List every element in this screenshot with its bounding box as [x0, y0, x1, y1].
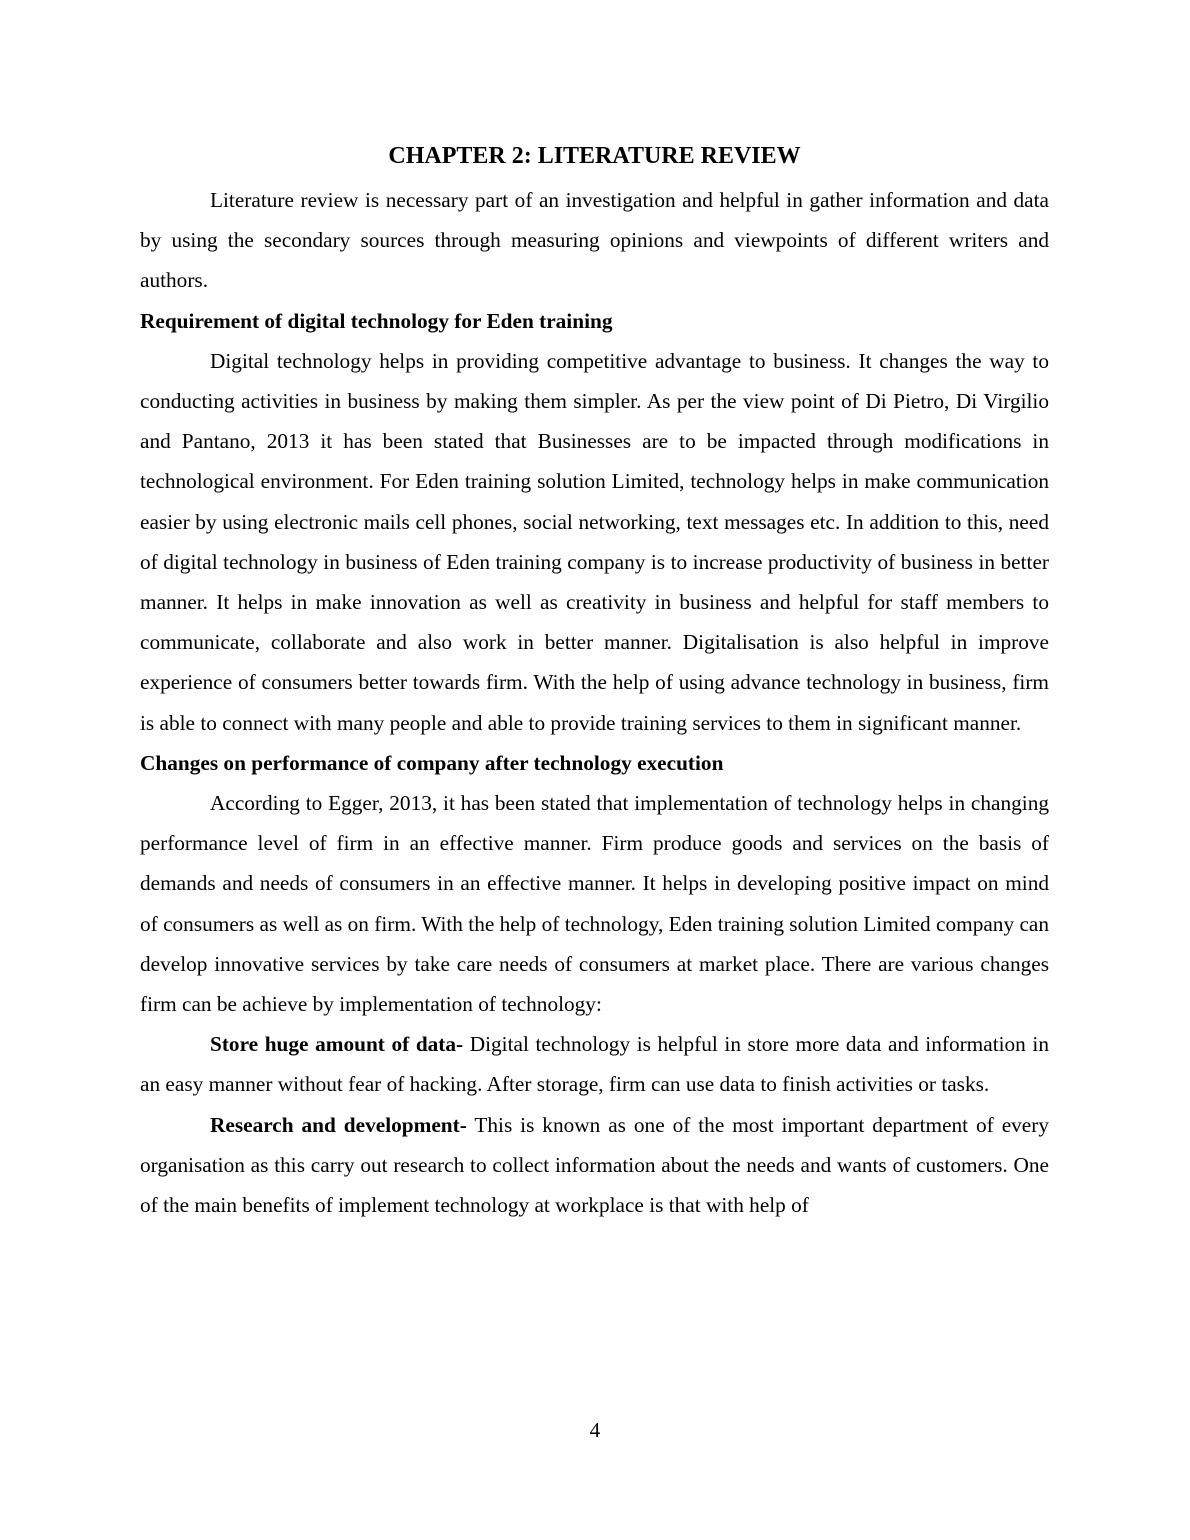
point-text: Digital technology is helpful in store more data and information in an easy manner without fear of hacking. After storage, firm can use data to finish activities or tasks. — [140, 1032, 1049, 1097]
section-paragraph-performance-changes: According to Egger, 2013, it has been stated that implementation of technology helps in changing performance level of firm in an effective manner. Firm produce goods and services on the basis of demands and needs of consumers in an effective manner. It helps in developing positive impact on mind of consumers as well as on firm. With the help of technology, Eden training solution Limited company can develop innovative services by take care needs of consumers at market place. There are various changes firm can be achieve by implementation of technology: — [140, 791, 1049, 1017]
page-content — [140, 136, 1049, 1225]
point-research-development — [140, 1105, 1049, 1226]
point-text: This is known as one of the most important department of every organisation as this carry out research to collect information about the needs and wants of customers. One of the main benefits of implement technology at workplace is that with help of — [140, 1112, 1049, 1218]
section-heading-digital-technology: Requirement of digital technology for Eden training — [140, 308, 613, 333]
chapter-title: CHAPTER 2: LITERATURE REVIEW — [388, 143, 801, 169]
page-number: 4 — [589, 1418, 601, 1442]
intro-paragraph: Literature review is necessary part of an investigation and helpful in gather information and data by using the secondary sources through measuring opinions and viewpoints of different writers and authors. — [140, 188, 1049, 293]
point-store-data — [140, 1024, 1049, 1104]
section-paragraph-digital-technology: Digital technology helps in providing competitive advantage to business. It changes the way to conducting activities in business by making them simpler. As per the view point of Di Pietro, Di Virgilio and Pantano, 2013 it has been stated that Businesses are to be impacted through modifications in technological environment. For Eden training solution Limited, technology helps in make communication easier by using electronic mails cell phones, social networking, text messages etc. In addition to this, need of digital technology in business of Eden training company is to increase productivity of business in better manner. It helps in make innovation as well as creativity in business and helpful for staff members to communicate, collaborate and also work in better manner. Digitalisation is also helpful in improve experience of consumers better towards firm. With the help of using advance technology in business, firm is able to connect with many people and able to provide training services to them in significant manner. — [140, 348, 1049, 735]
point-term: Research and development- — [210, 1112, 467, 1137]
section-heading-performance-changes: Changes on performance of company after technology execution — [140, 750, 724, 775]
point-term: Store huge amount of data- — [210, 1032, 464, 1057]
